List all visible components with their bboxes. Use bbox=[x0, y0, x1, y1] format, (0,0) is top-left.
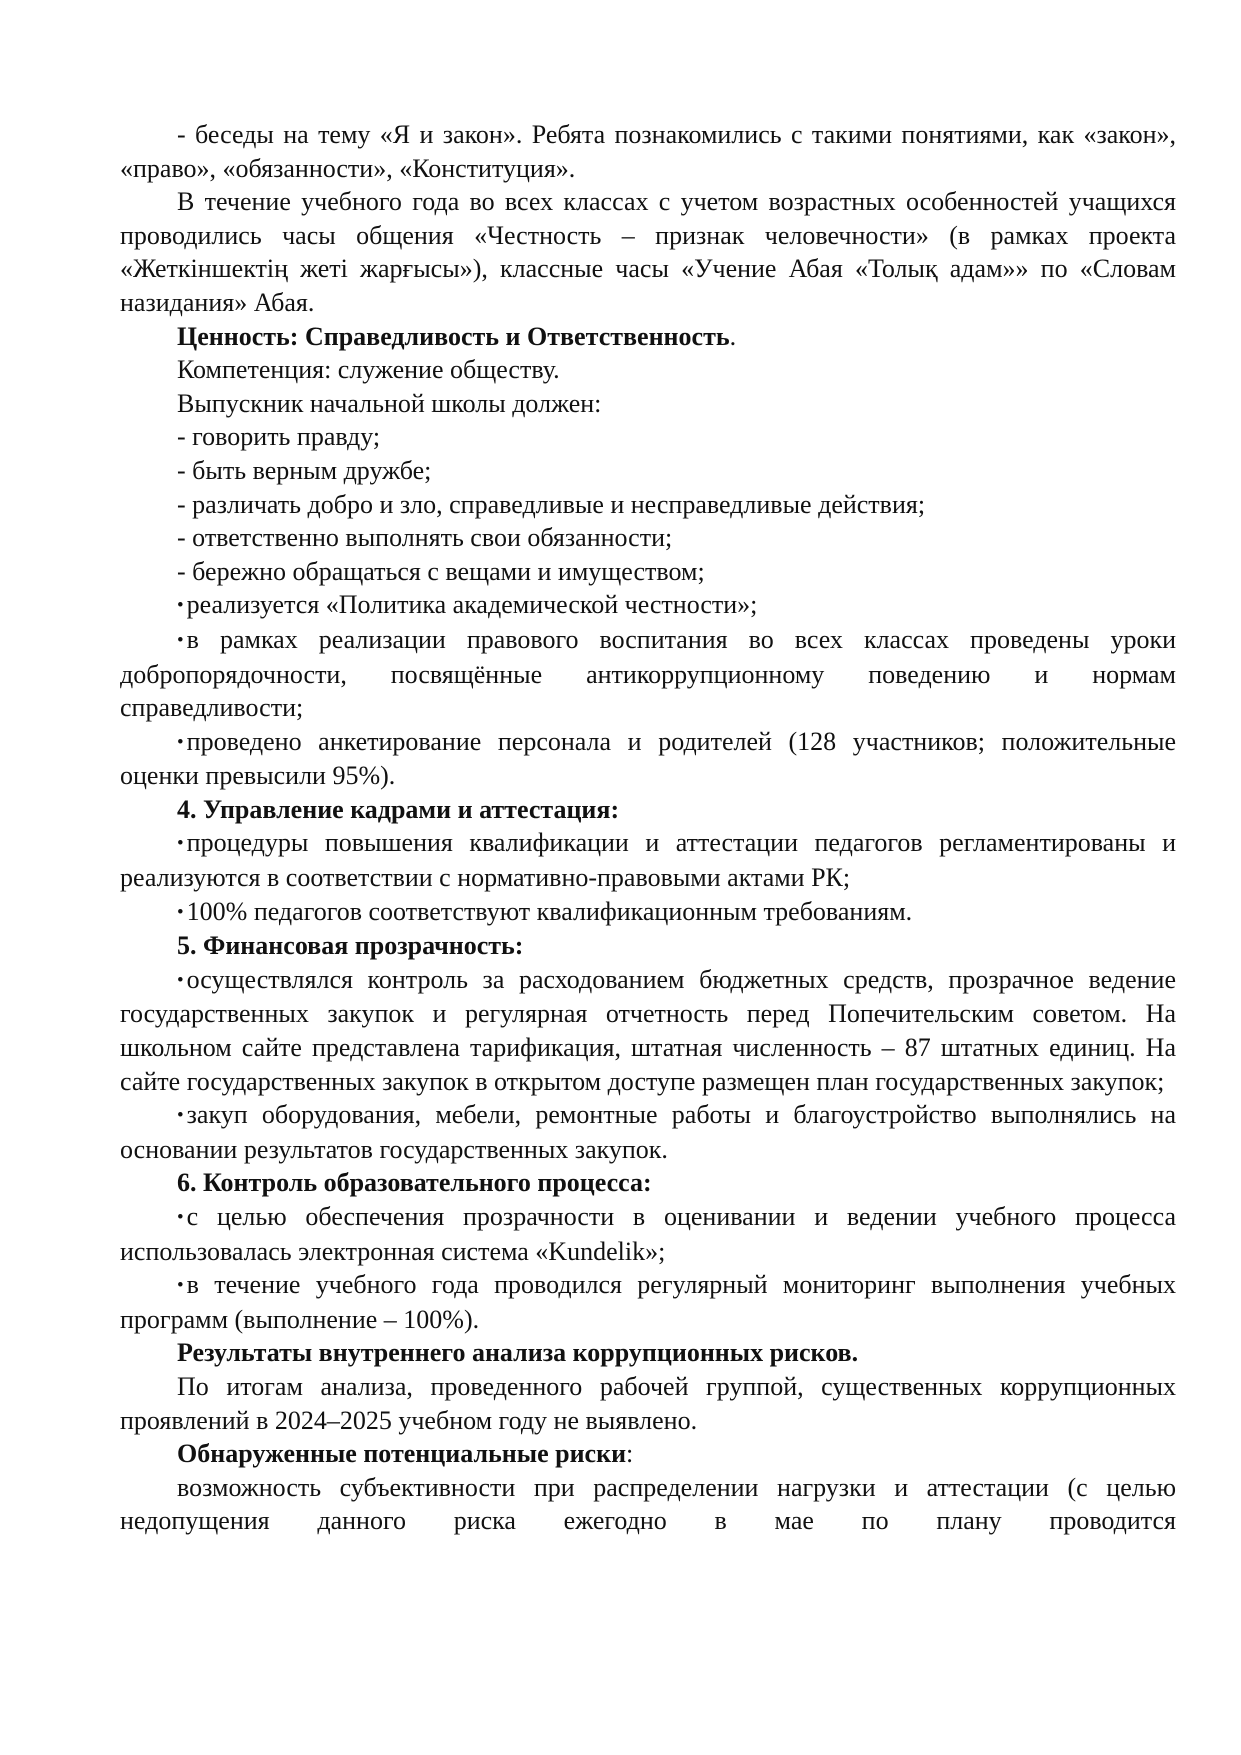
list-item: - различать добро и зло, справедливые и несправедливые действия; bbox=[177, 489, 926, 519]
bullet-item: • с целью обеспечения прозрачности в оценивании и ведении учебного процесса использовалась электронная система «Kundelik»; bbox=[120, 1202, 1176, 1266]
list-item: - бережно обращаться с вещами и имуществом; bbox=[177, 556, 705, 586]
section-heading: 5. Финансовая прозрачность: bbox=[177, 931, 524, 961]
paragraph-risks: возможность субъективности при распределении нагрузки и аттестации (с целью недопущения данного риска ежегодно в мае по плану проводится bbox=[120, 1472, 1176, 1536]
bullet-item: • проведено анкетирование персонала и родителей (128 участников; положительные оценки превысили 95%). bbox=[120, 726, 1176, 791]
document-page bbox=[120, 118, 1176, 1538]
bullet-icon: • bbox=[177, 731, 184, 753]
bullet-icon: • bbox=[177, 969, 184, 991]
bullet-item: • закуп оборудования, мебели, ремонтные работы и благоустройство выполнялись на основании результатов государственных закупок. bbox=[120, 1100, 1176, 1164]
bullet-icon: • bbox=[177, 901, 184, 923]
list-item: - говорить правду; bbox=[177, 422, 381, 452]
graduate-line: Выпускник начальной школы должен: bbox=[177, 388, 602, 418]
competence-line: Компетенция: служение обществу. bbox=[177, 355, 560, 385]
bullet-icon: • bbox=[177, 833, 184, 855]
section-heading: 4. Управление кадрами и аттестация: bbox=[177, 794, 620, 824]
bullet-icon: • bbox=[177, 1207, 184, 1228]
risks-heading: Обнаруженные потенциальные риски: bbox=[177, 1439, 634, 1469]
paragraph-2: В течение учебного года во всех классах с учетом возрастных особенностей учащихся проводились часы общения «Честность – признак человечности» (в рамках проекта «Жеткіншектің жеті жарғысы»), классные часы «Учение Абая «Толық адам»» по «Словам назидания» Абая. bbox=[120, 187, 1176, 317]
list-item: - быть верным дружбе; bbox=[177, 455, 432, 485]
value-heading: Ценность: Справедливость и Ответственность. bbox=[177, 321, 737, 351]
bullet-item: • в рамках реализации правового воспитания во всех классах проведены уроки добропорядочности, посвящённые антикоррупционному поведению и нормам справедливости; bbox=[120, 624, 1176, 723]
bullet-icon: • bbox=[177, 1105, 184, 1127]
section-heading: 6. Контроль образовательного процесса: bbox=[177, 1168, 652, 1198]
bullet-item: • процедуры повышения квалификации и аттестации педагогов регламентированы и реализуются в соответствии с нормативно-правовыми актами РК; bbox=[120, 828, 1176, 893]
paragraph-results: По итогам анализа, проведенного рабочей группой, существенных коррупционных проявлений в 2024–2025 учебном году не выявлено. bbox=[120, 1371, 1176, 1435]
bullet-item: • 100% педагогов соответствуют квалификационным требованиям. bbox=[177, 896, 913, 926]
section-heading: Результаты внутреннего анализа коррупционных рисков. bbox=[177, 1338, 859, 1368]
bullet-item: • в течение учебного года проводился регулярный мониторинг выполнения учебных программ (выполнение – 100%). bbox=[120, 1270, 1176, 1334]
bullet-icon: • bbox=[177, 1275, 184, 1297]
bullet-icon: • bbox=[177, 595, 184, 617]
list-item: - ответственно выполнять свои обязанности; bbox=[177, 523, 673, 553]
paragraph-1: - беседы на тему «Я и закон». Ребята познакомились с такими понятиями, как «закон», «право», «обязанности», «Конституция». bbox=[120, 120, 1176, 183]
bullet-item: • осуществлялся контроль за расходованием бюджетных средств, прозрачное ведение государственных закупок и регулярная отчетность перед Попечительским советом. На школьном сайте представлена тарификация, штатная численность – 87 штатных единиц. На сайте государственных закупок в открытом доступе размещен план государственных закупок; bbox=[120, 964, 1176, 1096]
bullet-item: • реализуется «Политика академической честности»; bbox=[177, 590, 758, 620]
bullet-icon: • bbox=[177, 629, 184, 651]
